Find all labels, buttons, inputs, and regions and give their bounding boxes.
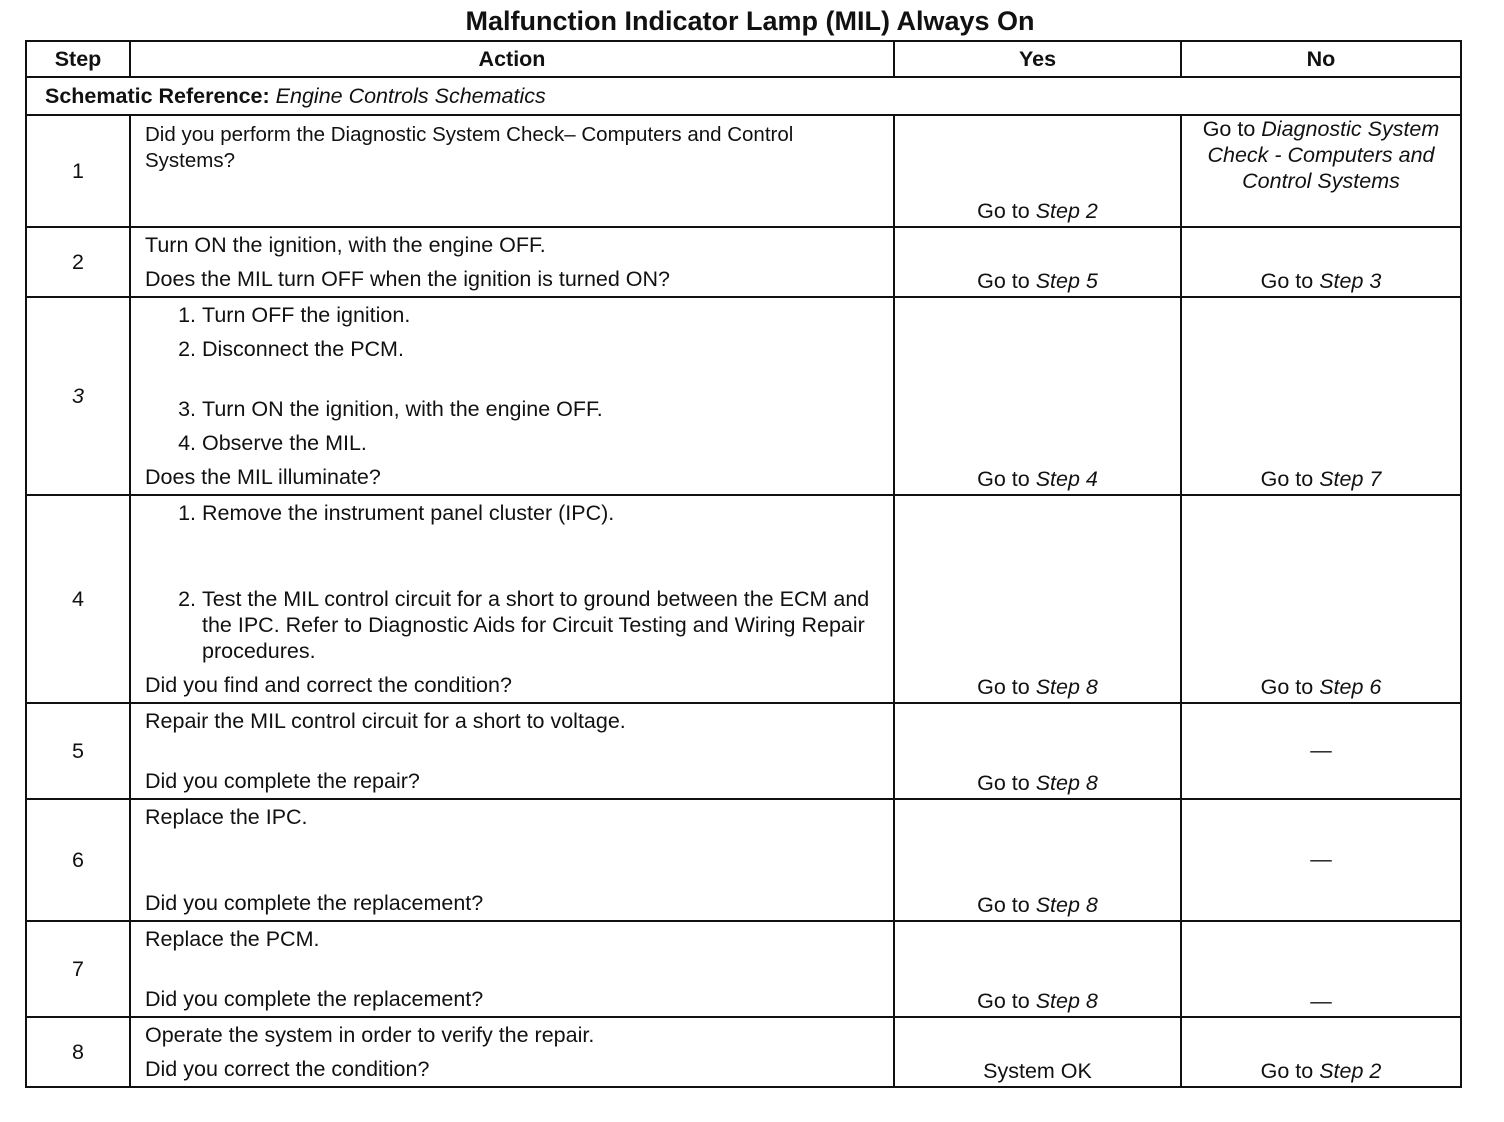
action-line: Turn ON the ignition, with the engine OFF. (145, 233, 546, 257)
no-goto: Go to Step 3 (1260, 269, 1382, 293)
no-dash: — (1310, 847, 1332, 871)
action-cell (130, 115, 894, 227)
step-number: 4 (26, 495, 130, 703)
yes-cell (894, 495, 1181, 703)
table-row (26, 799, 1461, 921)
page-title: Malfunction Indicator Lamp (MIL) Always On (465, 6, 1035, 36)
step-number: 5 (26, 703, 130, 799)
no-goto: Go to Diagnostic System Check - Computers and Control Systems (1202, 117, 1440, 193)
no-cell (1181, 115, 1461, 227)
question-text: Did you complete the replacement? (145, 891, 484, 915)
table-row (26, 1017, 1461, 1087)
list-item: 3. Turn ON the ignition, with the engine OFF. (202, 396, 885, 422)
yes-goto: Go to Step 8 (977, 675, 1098, 699)
no-cell (1181, 703, 1461, 799)
question-text: Did you correct the condition? (145, 1057, 430, 1081)
table-row (26, 495, 1461, 703)
list-item: 1. Turn OFF the ignition. (202, 302, 885, 328)
no-goto: Go to Step 6 (1260, 675, 1382, 699)
list-item: 4. Observe the MIL. (202, 430, 885, 456)
schematic-reference-row (26, 77, 1461, 115)
yes-cell (894, 703, 1181, 799)
action-cell (130, 495, 894, 703)
question-text: Does the MIL turn OFF when the ignition is turned ON? (145, 267, 671, 291)
yes-goto: Go to Step 5 (977, 269, 1098, 293)
yes-cell (894, 115, 1181, 227)
list-item: 2. Disconnect the PCM. (202, 336, 885, 362)
yes-cell (894, 297, 1181, 495)
schematic-reference-label: Schematic Reference: (45, 84, 270, 108)
no-cell (1181, 921, 1461, 1017)
question-text: Did you complete the replacement? (145, 987, 484, 1011)
no-dash: — (1310, 738, 1332, 762)
yes-cell (894, 227, 1181, 297)
action-cell (130, 297, 894, 495)
no-cell (1181, 227, 1461, 297)
yes-cell (894, 921, 1181, 1017)
yes-goto: Go to Step 4 (977, 467, 1098, 491)
question-text: Did you complete the repair? (145, 769, 420, 793)
action-cell (130, 1017, 894, 1087)
header-row (26, 41, 1461, 77)
yes-goto: Go to Step 8 (977, 771, 1098, 795)
yes-value: System OK (983, 1059, 1092, 1083)
step-number: 7 (26, 921, 130, 1017)
yes-cell (894, 1017, 1181, 1087)
header-no: No (1181, 41, 1461, 77)
yes-goto: Go to Step 8 (977, 893, 1098, 917)
list-item: 2. Test the MIL control circuit for a short to ground between the ECM and the IPC. Refer to Diagnostic Aids for Circuit Testing and Wiring Repair procedures. (202, 586, 885, 664)
schematic-reference (26, 77, 1461, 115)
table-row (26, 227, 1461, 297)
instruction-list (145, 500, 885, 664)
action-line: Replace the PCM. (145, 927, 320, 951)
step-number: 3 (26, 297, 130, 495)
step-number: 8 (26, 1017, 130, 1087)
header-action: Action (130, 41, 894, 77)
action-cell (130, 227, 894, 297)
diagnostic-table (25, 40, 1462, 1088)
question-text: Does the MIL illuminate? (145, 465, 381, 489)
step-number: 1 (26, 115, 130, 227)
table-row (26, 703, 1461, 799)
yes-goto: Go to Step 2 (977, 199, 1098, 223)
no-dash: — (1310, 989, 1332, 1013)
step-number: 6 (26, 799, 130, 921)
table-row (26, 297, 1461, 495)
action-cell (130, 921, 894, 1017)
table-row (26, 115, 1461, 227)
action-cell (130, 799, 894, 921)
action-line: Operate the system in order to verify the repair. (145, 1023, 595, 1047)
list-item: 1. Remove the instrument panel cluster (IPC). (202, 500, 885, 526)
no-cell (1181, 799, 1461, 921)
header-yes: Yes (894, 41, 1181, 77)
step-number: 2 (26, 227, 130, 297)
question-text: Did you find and correct the condition? (145, 673, 512, 697)
header-step: Step (26, 41, 130, 77)
schematic-reference-value: Engine Controls Schematics (275, 84, 546, 108)
no-cell (1181, 1017, 1461, 1087)
no-cell (1181, 495, 1461, 703)
action-cell (130, 703, 894, 799)
no-goto: Go to Step 7 (1260, 467, 1382, 491)
question-text: Did you perform the Diagnostic System Check– Computers and Control Systems? (145, 123, 794, 172)
yes-cell (894, 799, 1181, 921)
instruction-list (145, 302, 885, 456)
yes-goto: Go to Step 8 (977, 989, 1098, 1013)
action-line: Replace the IPC. (145, 805, 308, 829)
no-goto: Go to Step 2 (1260, 1059, 1382, 1083)
table-row (26, 921, 1461, 1017)
no-cell (1181, 297, 1461, 495)
action-line: Repair the MIL control circuit for a short to voltage. (145, 709, 626, 733)
